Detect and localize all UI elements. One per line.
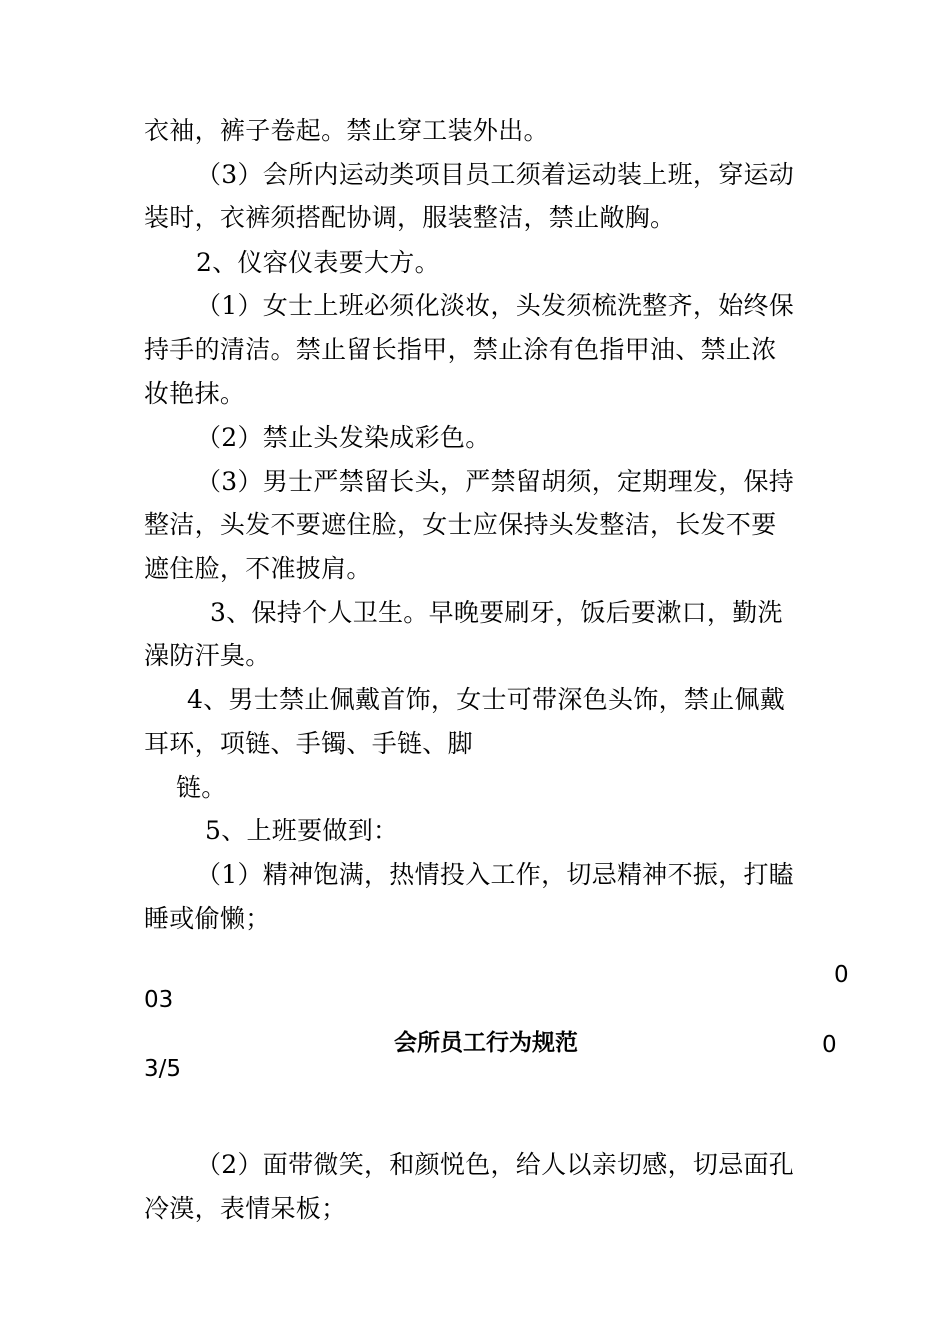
footer-title: 会所员工行为规范 <box>394 1030 578 1056</box>
text-line: 睡或偷懒； <box>144 904 271 933</box>
page-number: 3/5 <box>144 1056 182 1082</box>
text-line: 链。 <box>176 773 227 802</box>
text-line: 装时，衣裤须搭配协调，服装整洁，禁止敞胸。 <box>144 203 676 232</box>
text-line: 衣袖，裤子卷起。禁止穿工装外出。 <box>144 116 549 145</box>
footer-number-left-top: 03 <box>144 987 174 1013</box>
text-line: （3）会所内运动类项目员工须着运动装上班，穿运动 <box>196 160 795 189</box>
text-line: 冷漠，表情呆板； <box>144 1194 347 1223</box>
text-line: （2）面带微笑，和颜悦色，给人以亲切感，切忌面孔 <box>196 1150 795 1179</box>
text-line: 耳环，项链、手镯、手链、脚 <box>144 729 473 758</box>
text-line: 妆艳抹。 <box>144 379 246 408</box>
text-line: 澡防汗臭。 <box>144 641 271 670</box>
text-line: 4、男士禁止佩戴首饰，女士可带深色头饰，禁止佩戴 <box>187 685 786 714</box>
text-line: 5、上班要做到： <box>205 816 399 845</box>
text-line: （1）精神饱满，热情投入工作，切忌精神不振，打瞌 <box>196 860 795 889</box>
footer-number-right-bottom: 0 <box>822 1032 837 1058</box>
text-line: 持手的清洁。禁止留长指甲，禁止涂有色指甲油、禁止浓 <box>144 335 777 364</box>
text-line: （1）女士上班必须化淡妆，头发须梳洗整齐，始终保 <box>196 291 795 320</box>
text-line: （2）禁止头发染成彩色。 <box>196 423 491 452</box>
footer-number-right-top: 0 <box>834 962 849 988</box>
text-line: （3）男士严禁留长头，严禁留胡须，定期理发，保持 <box>196 467 795 496</box>
text-line: 2、仪容仪表要大方。 <box>196 248 440 277</box>
text-line: 3、保持个人卫生。早晚要刷牙，饭后要漱口，勤洗 <box>210 598 783 627</box>
text-line: 整洁，头发不要遮住脸，女士应保持头发整洁，长发不要 <box>144 510 777 539</box>
text-line: 遮住脸，不准披肩。 <box>144 554 372 583</box>
